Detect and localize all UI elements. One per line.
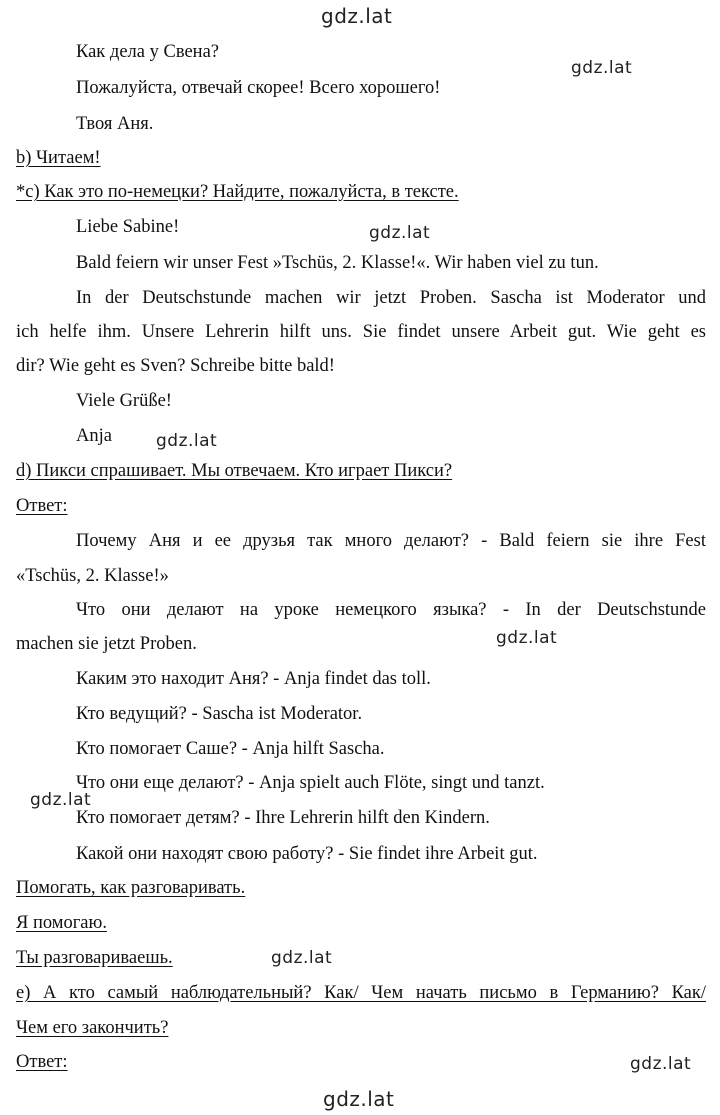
grammar-example: Ты разговариваешь. <box>16 948 173 968</box>
letter-line: Пожалуйста, отвечай скорее! Всего хорошего! <box>76 78 441 98</box>
german-paragraph-line: dir? Wie geht es Sven? Schreibe bitte bald! <box>16 356 335 376</box>
german-line: Bald feiern wir unser Fest »Tschüs, 2. Klasse!«. Wir haben viel zu tun. <box>76 253 599 273</box>
watermark: gdz.lat <box>30 790 92 810</box>
german-paragraph-line: ich helfe ihm. Unsere Lehrerin hilft uns. Sie findet unsere Arbeit gut. Wie geht es <box>16 322 706 342</box>
qa-line: Что они делают на уроке немецкого языка? - In der Deutschstunde <box>76 600 706 620</box>
german-closing: Viele Grüße! <box>76 391 172 411</box>
qa-line: Кто ведущий? - Sascha ist Moderator. <box>76 704 363 724</box>
letter-signoff: Твоя Аня. <box>76 114 154 134</box>
qa-line: machen sie jetzt Proben. <box>16 634 197 654</box>
section-heading-c: *c) Как это по-немецки? Найдите, пожалуйста, в тексте. <box>16 182 459 202</box>
section-heading-e-cont: Чем его закончить? <box>16 1018 169 1038</box>
grammar-example: Я помогаю. <box>16 913 107 933</box>
watermark: gdz.lat <box>630 1054 692 1074</box>
qa-line: Какой они находят свою работу? - Sie findet ihre Arbeit gut. <box>76 844 538 864</box>
german-signature: Anja <box>76 426 112 446</box>
qa-line: «Tschüs, 2. Klasse!» <box>16 566 169 586</box>
watermark: gdz.lat <box>156 431 218 451</box>
answer-label: Ответ: <box>16 496 68 516</box>
qa-line: Кто помогает Саше? - Anja hilft Sascha. <box>76 739 385 759</box>
watermark: gdz.lat <box>323 1087 395 1111</box>
qa-line: Каким это находит Аня? - Anja findet das toll. <box>76 669 431 689</box>
qa-line: Кто помогает детям? - Ihre Lehrerin hilft den Kindern. <box>76 808 490 828</box>
letter-line: Как дела у Свена? <box>76 42 219 62</box>
german-paragraph-line: In der Deutschstunde machen wir jetzt Proben. Sascha ist Moderator und <box>76 288 706 308</box>
section-heading-b: b) Читаем! <box>16 148 101 168</box>
qa-line: Почему Аня и ее друзья так много делают? - Bald feiern sie ihre Fest <box>76 531 706 551</box>
section-heading-d: d) Пикси спрашивает. Мы отвечаем. Кто играет Пикси? <box>16 461 453 481</box>
qa-line: Что они еще делают? - Anja spielt auch Flöte, singt und tanzt. <box>76 773 545 793</box>
watermark: gdz.lat <box>571 58 633 78</box>
grammar-heading: Помогать, как разговаривать. <box>16 878 246 898</box>
watermark: gdz.lat <box>496 628 558 648</box>
watermark: gdz.lat <box>321 4 393 28</box>
answer-label: Ответ: <box>16 1052 68 1072</box>
watermark: gdz.lat <box>369 223 431 243</box>
watermark: gdz.lat <box>271 948 333 968</box>
german-greeting: Liebe Sabine! <box>76 217 180 237</box>
section-heading-e: e) А кто самый наблюдательный? Как/ Чем начать письмо в Германию? Как/ <box>16 983 706 1003</box>
